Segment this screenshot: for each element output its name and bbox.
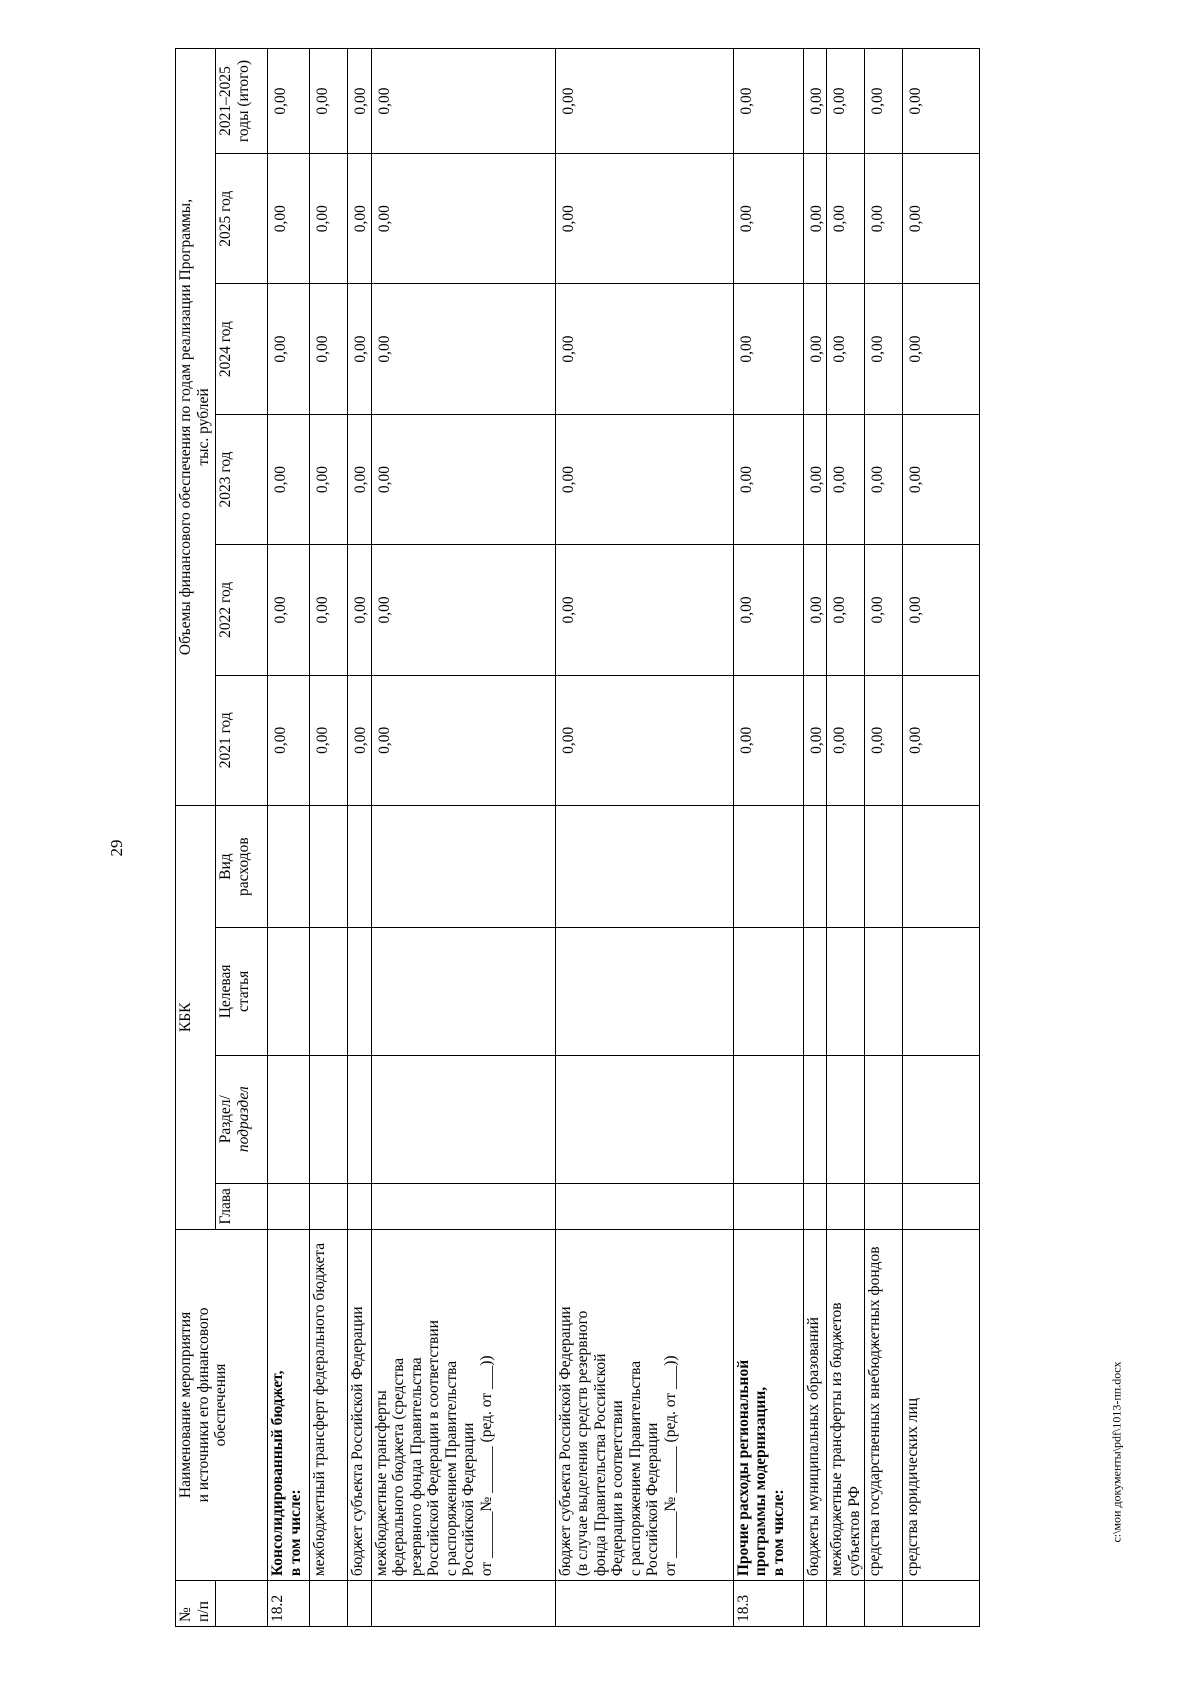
row-value: 0,00: [903, 675, 980, 805]
row-name-text: средства государственных внебюджетных фондов: [866, 1246, 883, 1577]
row-value: 0,00: [310, 545, 348, 675]
row-value: 0,00: [310, 675, 348, 805]
row-kbk-vid: [865, 805, 903, 927]
row-value: 0,00: [827, 284, 865, 414]
row-number: 18.3: [733, 1581, 803, 1627]
row-value: 0,00: [371, 675, 555, 805]
row-number: 18.2: [268, 1581, 310, 1627]
row-kbk-celevaya: [310, 928, 348, 1055]
row-kbk-vid: [268, 805, 310, 927]
row-kbk-glava: [733, 1183, 803, 1229]
row-value: 0,00: [733, 49, 803, 154]
header-razdel-label: Раздел/: [217, 1095, 234, 1144]
row-kbk-vid: [371, 805, 555, 927]
row-name: [827, 1229, 865, 1580]
row-value: 0,00: [903, 414, 980, 544]
row-value: 0,00: [865, 414, 903, 544]
row-number: [555, 1581, 733, 1627]
row-kbk-vid: [555, 805, 733, 927]
row-kbk-razdel: [371, 1055, 555, 1183]
row-name: [310, 1229, 348, 1580]
row-value: 0,00: [803, 675, 827, 805]
row-value: 0,00: [371, 284, 555, 414]
row-value: 0,00: [268, 49, 310, 154]
row-kbk-razdel: [865, 1055, 903, 1183]
row-kbk-celevaya: [903, 928, 980, 1055]
row-number: [827, 1581, 865, 1627]
header-name: Наименование мероприятия и источники его финансового обеспечения: [176, 1229, 268, 1580]
header-year-2023: 2023 год: [216, 414, 268, 544]
header-vid: Вид расходов: [216, 805, 268, 927]
row-value: 0,00: [268, 675, 310, 805]
row-value: 0,00: [827, 675, 865, 805]
row-kbk-celevaya: [268, 928, 310, 1055]
row-value: 0,00: [865, 154, 903, 284]
row-kbk-celevaya: [348, 928, 372, 1055]
header-year-2022: 2022 год: [216, 545, 268, 675]
row-value: 0,00: [371, 414, 555, 544]
row-kbk-vid: [310, 805, 348, 927]
table-row: [371, 49, 555, 1627]
row-value: 0,00: [555, 154, 733, 284]
row-kbk-celevaya: [803, 928, 827, 1055]
row-value: 0,00: [268, 414, 310, 544]
footer-file-path: c:\мои документы\pdf\1013-пп.docx: [1109, 1361, 1124, 1543]
row-value: 0,00: [803, 545, 827, 675]
row-value: 0,00: [903, 154, 980, 284]
table-row: [310, 49, 348, 1627]
table-row: [903, 49, 980, 1627]
row-value: 0,00: [827, 545, 865, 675]
row-name: [555, 1229, 733, 1580]
row-value: 0,00: [903, 284, 980, 414]
row-value: 0,00: [371, 49, 555, 154]
row-kbk-glava: [310, 1183, 348, 1229]
row-kbk-glava: [348, 1183, 372, 1229]
row-value: 0,00: [310, 49, 348, 154]
header-number-cont: [216, 1581, 268, 1627]
row-kbk-razdel: [733, 1055, 803, 1183]
row-kbk-celevaya: [865, 928, 903, 1055]
row-value: 0,00: [268, 284, 310, 414]
header-year-2025: 2025 год: [216, 154, 268, 284]
row-kbk-razdel: [827, 1055, 865, 1183]
row-value: 0,00: [865, 545, 903, 675]
header-number: № п/п: [176, 1581, 216, 1627]
row-number: [371, 1581, 555, 1627]
row-value: 0,00: [827, 49, 865, 154]
header-volumes: Объемы финансового обеспечения по годам реализации Программы, тыс. рублей: [176, 49, 216, 806]
row-value: 0,00: [733, 284, 803, 414]
row-value: 0,00: [268, 154, 310, 284]
row-value: 0,00: [310, 284, 348, 414]
header-razdel: [216, 1055, 268, 1183]
row-kbk-glava: [865, 1183, 903, 1229]
row-kbk-glava: [903, 1183, 980, 1229]
row-name-text: средства юридических лиц: [904, 1397, 921, 1577]
row-name-bold: Прочие расходы региональной программы модернизации, в том числе:: [734, 1359, 787, 1577]
table-row: [827, 49, 865, 1627]
row-name: [348, 1229, 372, 1580]
row-number: [803, 1581, 827, 1627]
row-name-text: бюджет субъекта Российской Федерации: [349, 1306, 366, 1577]
row-kbk-glava: [371, 1183, 555, 1229]
row-kbk-celevaya: [371, 928, 555, 1055]
row-kbk-glava: [555, 1183, 733, 1229]
row-kbk-razdel: [348, 1055, 372, 1183]
row-name-text: бюджет субъекта Российской Федерации (в случае выделения средств резервного фонда Правительства Российской Федерации в соответствии с распоряжением Правительства Российской Федерации от ______№ ______ (ред. от ___)): [556, 1306, 679, 1577]
page-number: 29: [107, 839, 126, 857]
row-value: 0,00: [803, 414, 827, 544]
row-name-text: межбюджетные трансферты из бюджетов субъектов РФ: [828, 1302, 863, 1577]
row-kbk-celevaya: [733, 928, 803, 1055]
table-row: [555, 49, 733, 1627]
row-number: [903, 1581, 980, 1627]
row-kbk-razdel: [310, 1055, 348, 1183]
row-kbk-vid: [733, 805, 803, 927]
row-value: 0,00: [733, 154, 803, 284]
table-row: [348, 49, 372, 1627]
row-value: 0,00: [827, 414, 865, 544]
header-podrazdel-label: подраздел: [234, 1086, 252, 1153]
row-value: 0,00: [348, 49, 372, 154]
row-name: [865, 1229, 903, 1580]
row-name-text: межбюджетные трансферты федерального бюджета (средства резервного фонда Правительства Российской Федерации в соответствии с распоряжением Правительства Российской Федерации от ______№ ______ (ред. от ___)): [372, 1320, 495, 1577]
table-row: [865, 49, 903, 1627]
row-kbk-razdel: [268, 1055, 310, 1183]
row-value: 0,00: [555, 414, 733, 544]
header-kbk: КБК: [176, 805, 216, 1229]
header-year-2024: 2024 год: [216, 284, 268, 414]
header-celevaya: Целевая статья: [216, 928, 268, 1055]
row-kbk-razdel: [903, 1055, 980, 1183]
row-number: [865, 1581, 903, 1627]
row-value: 0,00: [733, 414, 803, 544]
row-number: [310, 1581, 348, 1627]
row-value: 0,00: [903, 545, 980, 675]
row-value: 0,00: [803, 49, 827, 154]
row-kbk-vid: [803, 805, 827, 927]
row-value: 0,00: [348, 545, 372, 675]
row-name: [268, 1229, 310, 1580]
row-value: 0,00: [555, 49, 733, 154]
row-kbk-vid: [827, 805, 865, 927]
row-value: 0,00: [268, 545, 310, 675]
header-glava: Глава: [216, 1183, 268, 1229]
row-name: [803, 1229, 827, 1580]
row-kbk-razdel: [555, 1055, 733, 1183]
row-name-bold: Консолидированный бюджет, в том числе:: [269, 1370, 304, 1577]
row-value: 0,00: [803, 154, 827, 284]
row-value: 0,00: [865, 49, 903, 154]
row-name-text: бюджеты муниципальных образований: [804, 1317, 822, 1577]
row-kbk-vid: [348, 805, 372, 927]
row-value: 0,00: [827, 154, 865, 284]
row-value: 0,00: [371, 154, 555, 284]
row-value: 0,00: [733, 545, 803, 675]
rotated-table-sheet: [175, 48, 1025, 1627]
row-kbk-glava: [268, 1183, 310, 1229]
row-name: [903, 1229, 980, 1580]
row-value: 0,00: [555, 284, 733, 414]
row-value: 0,00: [348, 414, 372, 544]
header-year-2021: 2021 год: [216, 675, 268, 805]
row-value: 0,00: [903, 49, 980, 154]
row-kbk-glava: [803, 1183, 827, 1229]
row-kbk-vid: [903, 805, 980, 927]
row-value: 0,00: [310, 154, 348, 284]
header-year-total: 2021–2025 годы (итого): [216, 49, 268, 154]
row-value: 0,00: [555, 675, 733, 805]
row-kbk-razdel: [803, 1055, 827, 1183]
row-number: [348, 1581, 372, 1627]
row-kbk-celevaya: [827, 928, 865, 1055]
row-value: 0,00: [348, 154, 372, 284]
row-value: 0,00: [555, 545, 733, 675]
funding-table: [175, 48, 980, 1627]
row-value: 0,00: [733, 675, 803, 805]
table-row: [733, 49, 803, 1627]
row-value: 0,00: [348, 675, 372, 805]
row-value: 0,00: [865, 675, 903, 805]
row-kbk-glava: [827, 1183, 865, 1229]
row-value: 0,00: [865, 284, 903, 414]
row-name: [733, 1229, 803, 1580]
row-value: 0,00: [310, 414, 348, 544]
table-row: [268, 49, 310, 1627]
row-value: 0,00: [371, 545, 555, 675]
row-value: 0,00: [803, 284, 827, 414]
row-kbk-celevaya: [555, 928, 733, 1055]
row-name-text: межбюджетный трансферт федерального бюджета: [311, 1242, 328, 1577]
row-name: [371, 1229, 555, 1580]
row-value: 0,00: [348, 284, 372, 414]
table-row: [803, 49, 827, 1627]
